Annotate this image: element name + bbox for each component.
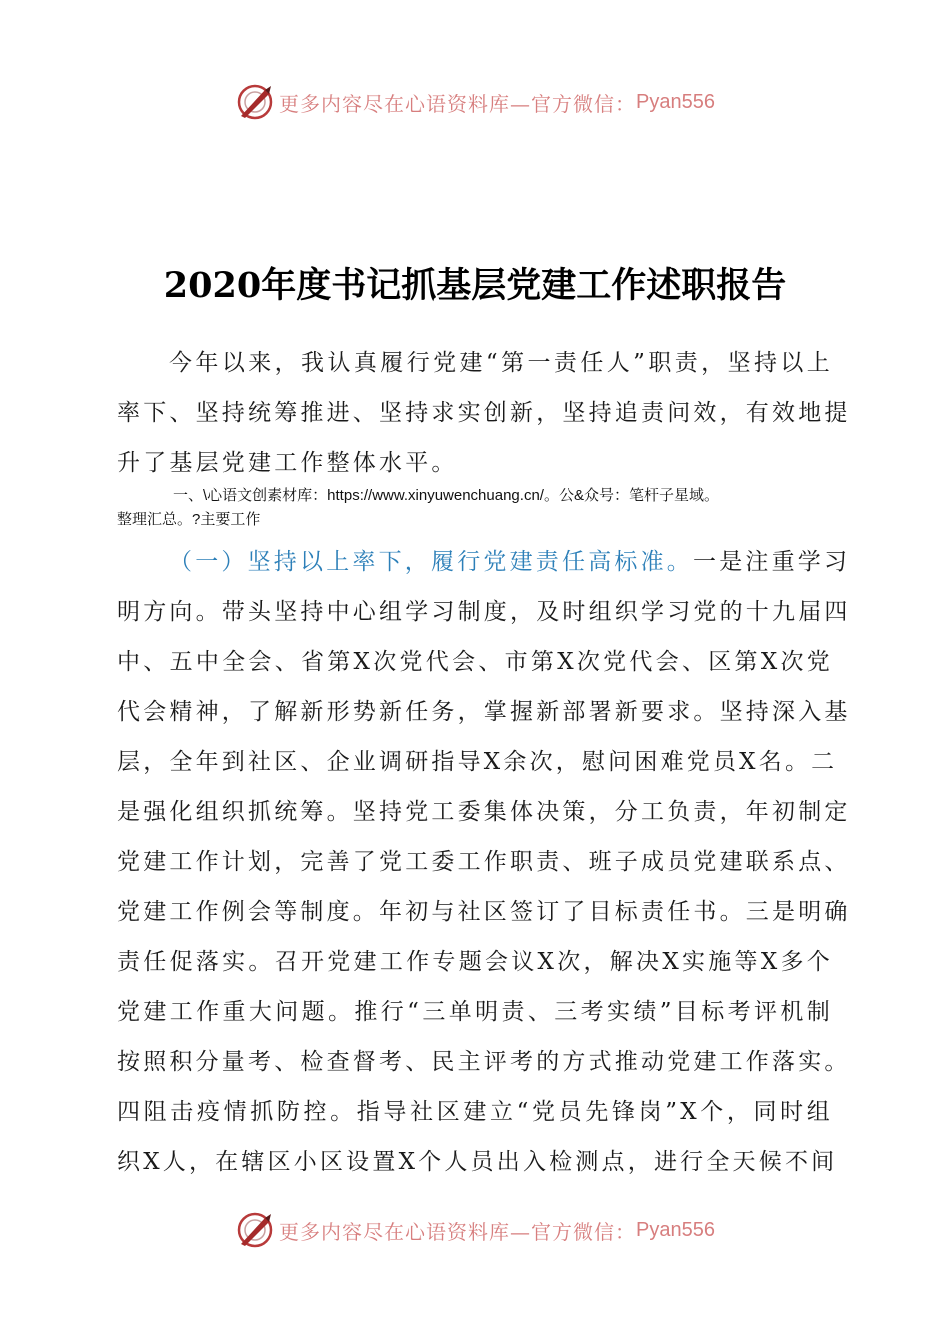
section-line: 党建工作计划，完善了党工委工作职责、班子成员党建联系点、: [117, 849, 851, 875]
pen-logo-icon: [235, 1210, 275, 1250]
watermark-header: [0, 80, 950, 124]
section-line: 党建工作例会等制度。年初与社区签订了目标责任书。三是明确: [117, 899, 851, 925]
section-first-line-rest: 一是注重学习: [693, 549, 851, 575]
pen-logo-icon: [235, 82, 275, 122]
document-title: 2020年度书记抓基层党建工作述职报告: [163, 265, 787, 306]
section-line: 责任促落实。召开党建工作专题会议X次，解决X实施等X多个: [117, 949, 833, 975]
section-paragraph: [117, 537, 851, 1187]
watermark-footer: [0, 1208, 950, 1252]
watermark-id: Pyan556: [636, 1218, 715, 1241]
watermark-text: 更多内容尽在心语资料库—官方微信：: [279, 91, 637, 116]
note-line: 一、\心语文创素材库：https://www.xinyuwenchuang.cn/。公&众号：笔杆子星域。: [173, 487, 719, 504]
section-line: 明方向。带头坚持中心组学习制度，及时组织学习党的十九届四: [117, 599, 851, 625]
section-line: 层，全年到社区、企业调研指导X余次，慰问困难党员X名。二: [117, 749, 838, 775]
watermark-text: 更多内容尽在心语资料库—官方微信：: [279, 1219, 637, 1244]
section-line: 是强化组织抓统筹。坚持党工委集体决策，分工负责，年初制定: [117, 799, 851, 825]
section-heading: （一）坚持以上率下，履行党建责任高标准。: [169, 549, 693, 575]
intro-line: 今年以来，我认真履行党建“第一责任人”职责，坚持以上: [169, 350, 833, 376]
section-line: 代会精神，了解新形势新任务，掌握新部署新要求。坚持深入基: [117, 699, 851, 725]
intro-line: 升了基层党建工作整体水平。: [117, 450, 458, 476]
watermark-id: Pyan556: [636, 90, 715, 113]
section-line: 四阻击疫情抓防控。指导社区建立“党员先锋岗”X个，同时组: [117, 1099, 833, 1125]
note-line: 整理汇总。?主要工作: [117, 511, 261, 528]
section-line: 中、五中全会、省第X次党代会、市第X次党代会、区第X次党: [117, 649, 833, 675]
section-first-line: [117, 537, 851, 587]
source-note: [117, 484, 833, 532]
section-line: 按照积分量考、检查督考、民主评考的方式推动党建工作落实。: [117, 1049, 851, 1075]
section-line: 党建工作重大问题。推行“三单明责、三考实绩”目标考评机制: [117, 999, 833, 1025]
intro-line: 率下、坚持统筹推进、坚持求实创新，坚持追责问效，有效地提: [117, 400, 851, 426]
intro-paragraph: [117, 338, 851, 488]
section-line: 织X人，在辖区小区设置X个人员出入检测点，进行全天候不间: [117, 1149, 838, 1175]
